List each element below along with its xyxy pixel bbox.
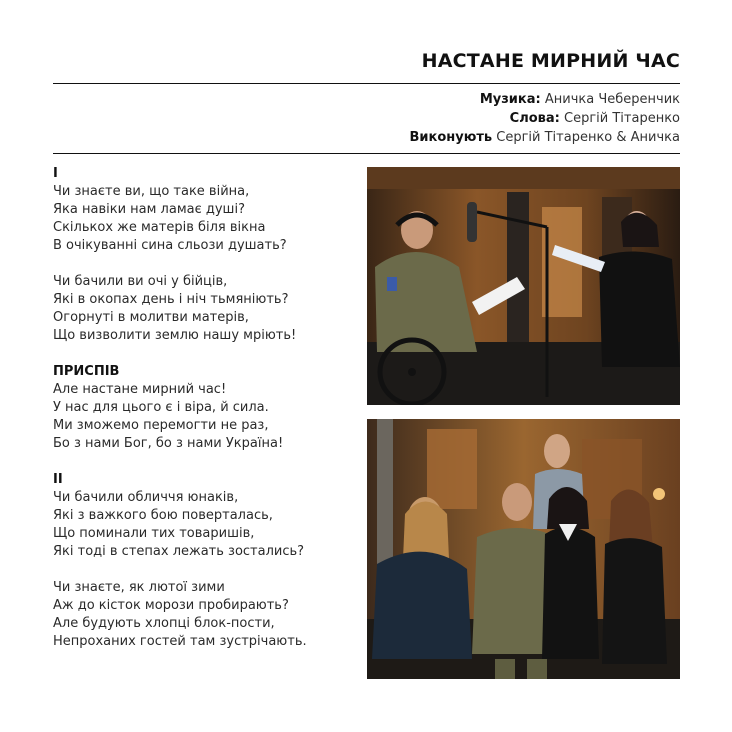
lyrics-block: [53, 579, 353, 651]
chorus-label: ПРИСПІВ: [53, 364, 120, 379]
music-value: Аничка Чеберенчик: [544, 92, 680, 107]
words-credit: [409, 109, 680, 128]
studio-recording-photo: [367, 167, 680, 405]
studio-recording-image: [367, 167, 680, 405]
song-title: НАСТАНЕ МИРНИЙ ЧАС: [421, 50, 680, 72]
lyric-line: В очікуванні сина сльози душать?: [53, 238, 287, 253]
lyric-line: Чи знаєте, як лютої зими: [53, 580, 225, 595]
words-value: Сергій Тітаренко: [564, 111, 680, 126]
lyric-line: Що визволити землю нашу мріють!: [53, 328, 297, 343]
lyric-line: Аж до кісток морози пробирають?: [53, 598, 289, 613]
lyric-line: Ми зможемо перемогти не раз,: [53, 418, 269, 433]
verse-label: ІІ: [53, 472, 63, 487]
lyrics-block: [53, 363, 353, 453]
lyrics-column: [53, 165, 353, 669]
performers-credit: [409, 128, 680, 147]
lyrics-block: [53, 165, 353, 255]
words-label: Слова:: [509, 111, 560, 126]
lyric-line: Чи бачили ви очі у бійців,: [53, 274, 228, 289]
lyric-line: Що поминали тих товаришів,: [53, 526, 255, 541]
lyric-line: Чи бачили обличчя юнаків,: [53, 490, 239, 505]
verse-label: І: [53, 166, 58, 181]
lyric-line: Бо з нами Бог, бо з нами Україна!: [53, 436, 284, 451]
lyric-line: Яка навіки нам ламає душі?: [53, 202, 245, 217]
group-image: [367, 419, 680, 679]
lyrics-block: [53, 471, 353, 561]
song-credits: [409, 90, 680, 147]
performers-value: Сергій Тітаренко & Аничка: [496, 130, 680, 145]
lyric-line: Які тоді в степах лежать зостались?: [53, 544, 305, 559]
credits-divider: [53, 153, 680, 154]
group-photo: [367, 419, 680, 679]
lyric-line: Які з важкого бою поверталась,: [53, 508, 273, 523]
lyric-line: Які в окопах день і ніч тьмяніють?: [53, 292, 289, 307]
lyric-line: Скількох же матерів біля вікна: [53, 220, 266, 235]
music-credit: [409, 90, 680, 109]
lyric-line: Огорнуті в молитви матерів,: [53, 310, 249, 325]
lyric-line: Непроханих гостей там зустрічають.: [53, 634, 307, 649]
lyric-line: Але настане мирний час!: [53, 382, 227, 397]
lyrics-block: [53, 273, 353, 345]
music-label: Музика:: [479, 92, 541, 107]
lyric-line: Чи знаєте ви, що таке війна,: [53, 184, 250, 199]
lyric-line: Але будують хлопці блок-пости,: [53, 616, 275, 631]
title-divider: [53, 83, 680, 84]
lyric-line: У нас для цього є і віра, й сила.: [53, 400, 269, 415]
performers-label: Виконують: [409, 130, 493, 145]
